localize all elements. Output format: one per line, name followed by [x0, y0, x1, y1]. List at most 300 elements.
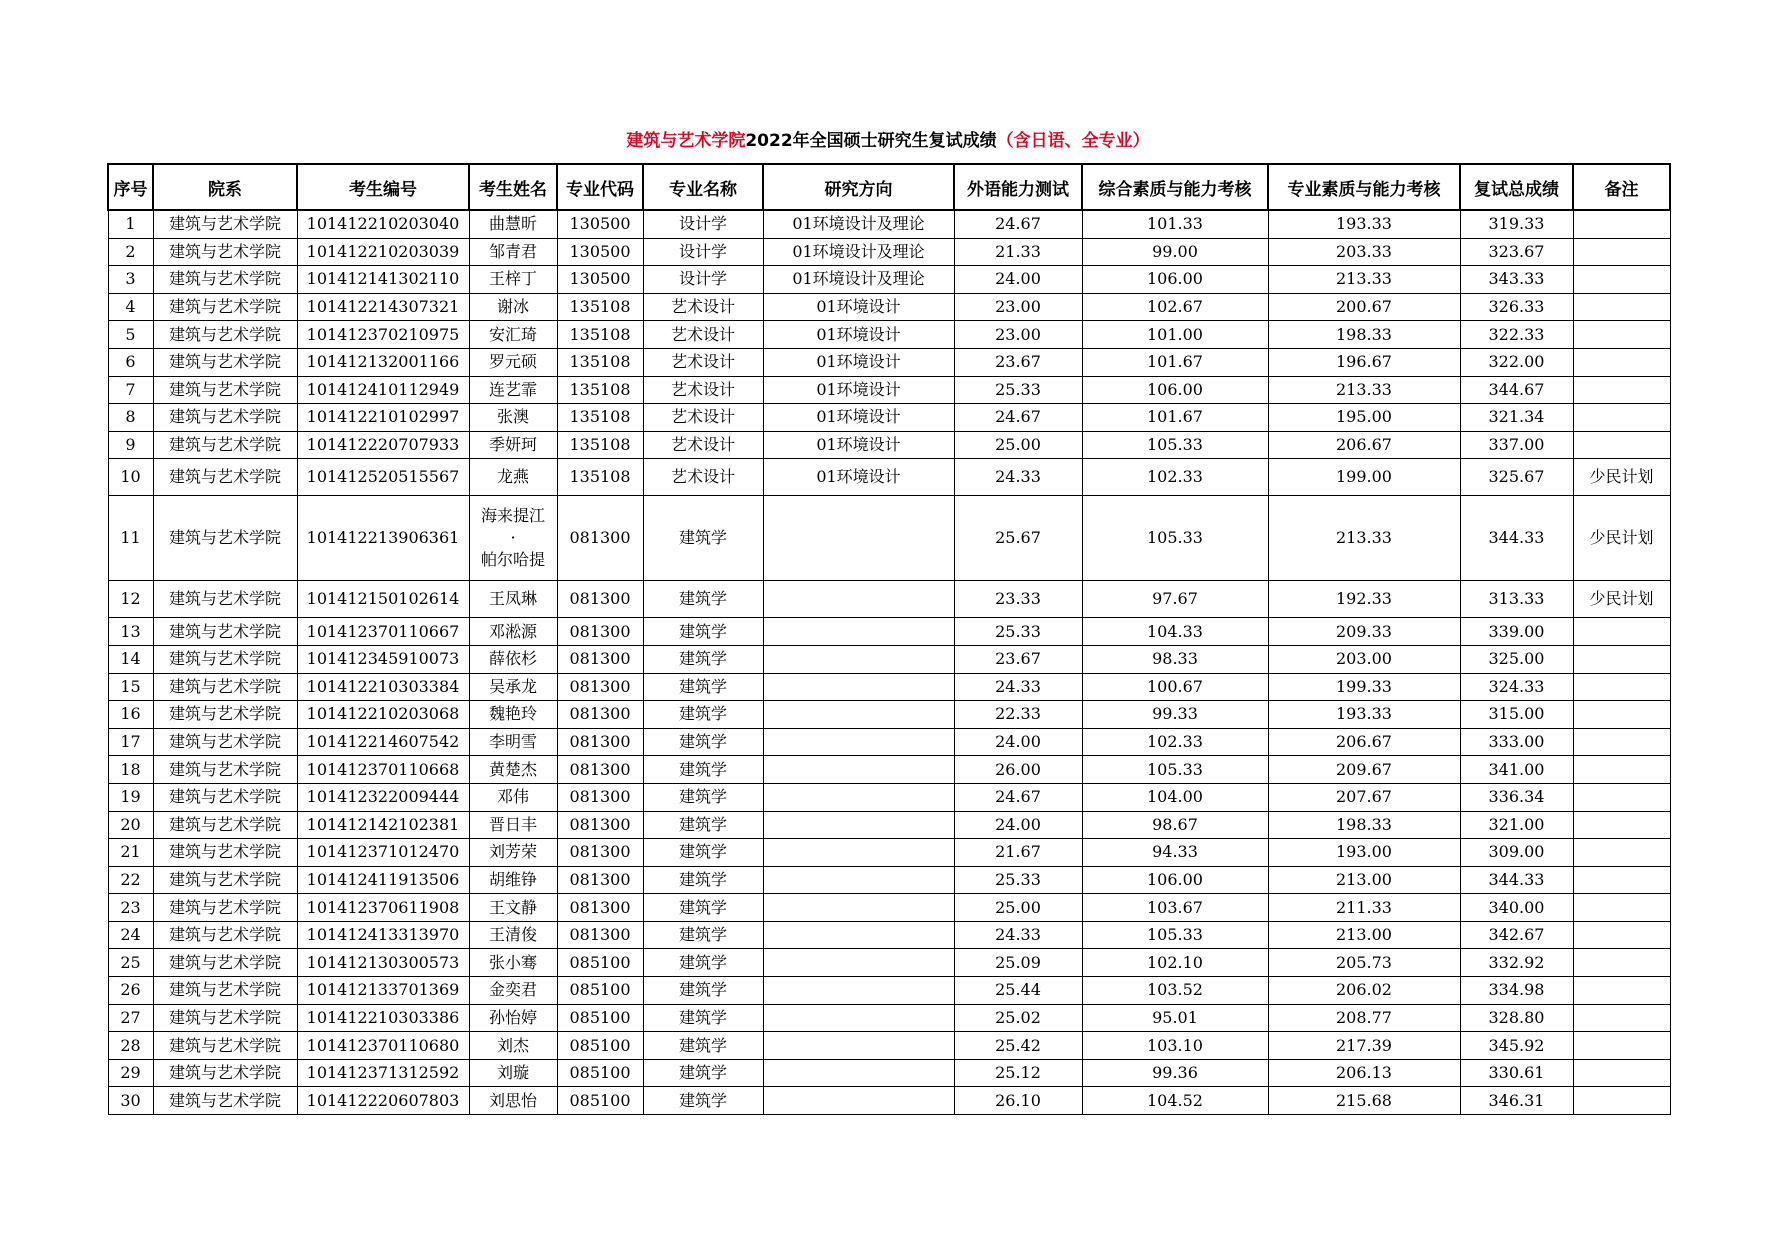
research-direction-cell: 01环境设计及理论	[763, 238, 954, 266]
comprehensive-cell: 102.67	[1082, 293, 1268, 321]
exam-id-cell: 101412130300573	[297, 949, 469, 977]
major-code-cell: 130500	[557, 266, 643, 294]
name-cell: 刘璇	[469, 1059, 557, 1087]
major-code-cell: 135108	[557, 459, 643, 496]
index-cell: 6	[108, 348, 153, 376]
total-cell: 332.92	[1460, 949, 1573, 977]
table-row	[108, 673, 1670, 701]
department-cell: 建筑与艺术学院	[153, 238, 297, 266]
remark-cell	[1573, 404, 1670, 432]
major-name-cell: 设计学	[643, 210, 763, 238]
comprehensive-cell: 99.36	[1082, 1059, 1268, 1087]
total-cell: 343.33	[1460, 266, 1573, 294]
total-cell: 344.33	[1460, 866, 1573, 894]
index-cell: 3	[108, 266, 153, 294]
foreign-language-cell: 25.33	[954, 376, 1082, 404]
name-cell: 吴承龙	[469, 673, 557, 701]
professional-cell: 213.33	[1268, 376, 1460, 404]
research-direction-cell: 01环境设计	[763, 431, 954, 459]
comprehensive-cell: 98.67	[1082, 811, 1268, 839]
professional-cell: 198.33	[1268, 811, 1460, 839]
exam-id-cell: 101412370110667	[297, 618, 469, 646]
comprehensive-cell: 97.67	[1082, 581, 1268, 618]
exam-id-cell: 101412150102614	[297, 581, 469, 618]
department-cell: 建筑与艺术学院	[153, 404, 297, 432]
research-direction-cell	[763, 811, 954, 839]
table-row	[108, 581, 1670, 618]
foreign-language-cell: 24.33	[954, 673, 1082, 701]
research-direction-cell: 01环境设计	[763, 293, 954, 321]
department-cell: 建筑与艺术学院	[153, 645, 297, 673]
research-direction-cell	[763, 1004, 954, 1032]
professional-cell: 213.00	[1268, 921, 1460, 949]
name-cell: 邓伟	[469, 783, 557, 811]
major-code-cell: 135108	[557, 293, 643, 321]
research-direction-cell	[763, 1032, 954, 1060]
department-cell: 建筑与艺术学院	[153, 1004, 297, 1032]
remark-cell: 少民计划	[1573, 581, 1670, 618]
department-cell: 建筑与艺术学院	[153, 293, 297, 321]
major-name-cell: 建筑学	[643, 756, 763, 784]
research-direction-cell	[763, 728, 954, 756]
name-cell: 罗元硕	[469, 348, 557, 376]
index-cell: 22	[108, 866, 153, 894]
remark-cell	[1573, 756, 1670, 784]
professional-cell: 209.67	[1268, 756, 1460, 784]
major-name-cell: 建筑学	[643, 921, 763, 949]
name-cell: 刘杰	[469, 1032, 557, 1060]
exam-id-cell: 101412371312592	[297, 1059, 469, 1087]
table-row	[108, 977, 1670, 1005]
foreign-language-cell: 25.67	[954, 496, 1082, 581]
major-code-cell: 081300	[557, 866, 643, 894]
remark-cell	[1573, 839, 1670, 867]
total-cell: 336.34	[1460, 783, 1573, 811]
remark-cell	[1573, 728, 1670, 756]
name-cell: 龙燕	[469, 459, 557, 496]
table-row	[108, 783, 1670, 811]
name-cell: 刘芳荣	[469, 839, 557, 867]
comprehensive-cell: 103.67	[1082, 894, 1268, 922]
professional-cell: 213.33	[1268, 266, 1460, 294]
exam-id-cell: 101412413313970	[297, 921, 469, 949]
professional-cell: 207.67	[1268, 783, 1460, 811]
research-direction-cell	[763, 1059, 954, 1087]
table-row	[108, 1059, 1670, 1087]
research-direction-cell	[763, 839, 954, 867]
major-code-cell: 135108	[557, 376, 643, 404]
major-code-cell: 081300	[557, 496, 643, 581]
foreign-language-cell: 24.33	[954, 921, 1082, 949]
col-department-header: 院系	[153, 164, 297, 210]
remark-cell: 少民计划	[1573, 459, 1670, 496]
index-cell: 29	[108, 1059, 153, 1087]
col-professional-header: 专业素质与能力考核	[1268, 164, 1460, 210]
total-cell: 346.31	[1460, 1087, 1573, 1115]
foreign-language-cell: 25.44	[954, 977, 1082, 1005]
major-name-cell: 建筑学	[643, 1087, 763, 1115]
professional-cell: 206.02	[1268, 977, 1460, 1005]
department-cell: 建筑与艺术学院	[153, 894, 297, 922]
index-cell: 4	[108, 293, 153, 321]
foreign-language-cell: 23.67	[954, 645, 1082, 673]
department-cell: 建筑与艺术学院	[153, 949, 297, 977]
index-cell: 14	[108, 645, 153, 673]
major-name-cell: 建筑学	[643, 618, 763, 646]
department-cell: 建筑与艺术学院	[153, 783, 297, 811]
table-row	[108, 645, 1670, 673]
foreign-language-cell: 23.00	[954, 321, 1082, 349]
name-cell: 王文静	[469, 894, 557, 922]
col-comprehensive-header: 综合素质与能力考核	[1082, 164, 1268, 210]
foreign-language-cell: 25.33	[954, 618, 1082, 646]
index-cell: 27	[108, 1004, 153, 1032]
remark-cell	[1573, 1087, 1670, 1115]
remark-cell	[1573, 949, 1670, 977]
foreign-language-cell: 23.00	[954, 293, 1082, 321]
major-code-cell: 135108	[557, 431, 643, 459]
index-cell: 1	[108, 210, 153, 238]
professional-cell: 213.00	[1268, 866, 1460, 894]
major-name-cell: 建筑学	[643, 645, 763, 673]
remark-cell	[1573, 1032, 1670, 1060]
department-cell: 建筑与艺术学院	[153, 266, 297, 294]
index-cell: 11	[108, 496, 153, 581]
department-cell: 建筑与艺术学院	[153, 811, 297, 839]
exam-id-cell: 101412220707933	[297, 431, 469, 459]
major-code-cell: 135108	[557, 321, 643, 349]
total-cell: 309.00	[1460, 839, 1573, 867]
table-body	[108, 210, 1670, 1115]
remark-cell	[1573, 1004, 1670, 1032]
total-cell: 325.00	[1460, 645, 1573, 673]
remark-cell	[1573, 701, 1670, 729]
index-cell: 18	[108, 756, 153, 784]
professional-cell: 199.33	[1268, 673, 1460, 701]
remark-cell	[1573, 783, 1670, 811]
foreign-language-cell: 24.67	[954, 404, 1082, 432]
professional-cell: 213.33	[1268, 496, 1460, 581]
exam-id-cell: 101412411913506	[297, 866, 469, 894]
name-cell: 刘思怡	[469, 1087, 557, 1115]
professional-cell: 193.00	[1268, 839, 1460, 867]
table-row	[108, 839, 1670, 867]
foreign-language-cell: 26.00	[954, 756, 1082, 784]
professional-cell: 206.13	[1268, 1059, 1460, 1087]
total-cell: 330.61	[1460, 1059, 1573, 1087]
col-major-name-header: 专业名称	[643, 164, 763, 210]
comprehensive-cell: 103.52	[1082, 977, 1268, 1005]
index-cell: 20	[108, 811, 153, 839]
table-row	[108, 238, 1670, 266]
professional-cell: 206.67	[1268, 728, 1460, 756]
total-cell: 328.80	[1460, 1004, 1573, 1032]
name-cell: 邓淞源	[469, 618, 557, 646]
comprehensive-cell: 101.67	[1082, 404, 1268, 432]
name-cell: 胡维铮	[469, 866, 557, 894]
remark-cell	[1573, 238, 1670, 266]
research-direction-cell: 01环境设计	[763, 376, 954, 404]
major-code-cell: 081300	[557, 783, 643, 811]
foreign-language-cell: 23.67	[954, 348, 1082, 376]
exam-id-cell: 101412410112949	[297, 376, 469, 404]
major-code-cell: 081300	[557, 673, 643, 701]
major-code-cell: 081300	[557, 618, 643, 646]
department-cell: 建筑与艺术学院	[153, 581, 297, 618]
exam-id-cell: 101412210203068	[297, 701, 469, 729]
foreign-language-cell: 25.09	[954, 949, 1082, 977]
exam-id-cell: 101412210303384	[297, 673, 469, 701]
major-code-cell: 085100	[557, 977, 643, 1005]
major-code-cell: 081300	[557, 645, 643, 673]
major-name-cell: 艺术设计	[643, 321, 763, 349]
major-name-cell: 建筑学	[643, 783, 763, 811]
exam-id-cell: 101412220607803	[297, 1087, 469, 1115]
comprehensive-cell: 104.33	[1082, 618, 1268, 646]
research-direction-cell: 01环境设计	[763, 321, 954, 349]
department-cell: 建筑与艺术学院	[153, 1059, 297, 1087]
major-name-cell: 建筑学	[643, 811, 763, 839]
major-name-cell: 艺术设计	[643, 404, 763, 432]
research-direction-cell	[763, 496, 954, 581]
professional-cell: 203.00	[1268, 645, 1460, 673]
research-direction-cell	[763, 618, 954, 646]
index-cell: 21	[108, 839, 153, 867]
major-code-cell: 085100	[557, 1032, 643, 1060]
total-cell: 321.00	[1460, 811, 1573, 839]
table-row	[108, 404, 1670, 432]
comprehensive-cell: 102.33	[1082, 728, 1268, 756]
foreign-language-cell: 24.67	[954, 783, 1082, 811]
col-remark-header: 备注	[1573, 164, 1670, 210]
exam-id-cell: 101412210203039	[297, 238, 469, 266]
exam-id-cell: 101412214607542	[297, 728, 469, 756]
index-cell: 10	[108, 459, 153, 496]
department-cell: 建筑与艺术学院	[153, 1032, 297, 1060]
remark-cell	[1573, 348, 1670, 376]
exam-id-cell: 101412322009444	[297, 783, 469, 811]
professional-cell: 192.33	[1268, 581, 1460, 618]
department-cell: 建筑与艺术学院	[153, 839, 297, 867]
exam-id-cell: 101412520515567	[297, 459, 469, 496]
comprehensive-cell: 103.10	[1082, 1032, 1268, 1060]
department-cell: 建筑与艺术学院	[153, 756, 297, 784]
foreign-language-cell: 21.67	[954, 839, 1082, 867]
research-direction-cell	[763, 894, 954, 922]
remark-cell	[1573, 894, 1670, 922]
research-direction-cell	[763, 949, 954, 977]
major-name-cell: 建筑学	[643, 1004, 763, 1032]
foreign-language-cell: 24.00	[954, 266, 1082, 294]
col-major-code-header: 专业代码	[557, 164, 643, 210]
foreign-language-cell: 25.12	[954, 1059, 1082, 1087]
name-line: 海来提江	[480, 506, 545, 526]
comprehensive-cell: 104.00	[1082, 783, 1268, 811]
table-row	[108, 266, 1670, 294]
research-direction-cell	[763, 645, 954, 673]
comprehensive-cell: 99.33	[1082, 701, 1268, 729]
name-cell	[469, 496, 557, 581]
foreign-language-cell: 22.33	[954, 701, 1082, 729]
major-code-cell: 130500	[557, 238, 643, 266]
department-cell: 建筑与艺术学院	[153, 921, 297, 949]
remark-cell	[1573, 321, 1670, 349]
foreign-language-cell: 24.33	[954, 459, 1082, 496]
major-name-cell: 建筑学	[643, 581, 763, 618]
page-title	[107, 127, 1669, 155]
total-cell: 337.00	[1460, 431, 1573, 459]
professional-cell: 195.00	[1268, 404, 1460, 432]
total-cell: 321.34	[1460, 404, 1573, 432]
research-direction-cell: 01环境设计	[763, 348, 954, 376]
major-code-cell: 081300	[557, 728, 643, 756]
major-code-cell: 135108	[557, 348, 643, 376]
major-code-cell: 085100	[557, 1059, 643, 1087]
total-cell: 340.00	[1460, 894, 1573, 922]
index-cell: 24	[108, 921, 153, 949]
comprehensive-cell: 102.10	[1082, 949, 1268, 977]
foreign-language-cell: 24.00	[954, 728, 1082, 756]
remark-cell	[1573, 266, 1670, 294]
major-name-cell: 建筑学	[643, 839, 763, 867]
major-name-cell: 建筑学	[643, 1059, 763, 1087]
comprehensive-cell: 106.00	[1082, 866, 1268, 894]
department-cell: 建筑与艺术学院	[153, 459, 297, 496]
total-cell: 339.00	[1460, 618, 1573, 646]
comprehensive-cell: 94.33	[1082, 839, 1268, 867]
name-line: ·	[510, 528, 516, 548]
table-row	[108, 1087, 1670, 1115]
comprehensive-cell: 106.00	[1082, 376, 1268, 404]
col-exam-id-header: 考生编号	[297, 164, 469, 210]
total-cell: 322.33	[1460, 321, 1573, 349]
comprehensive-cell: 95.01	[1082, 1004, 1268, 1032]
table-row	[108, 431, 1670, 459]
name-cell: 李明雪	[469, 728, 557, 756]
col-name-header: 考生姓名	[469, 164, 557, 210]
table-row	[108, 728, 1670, 756]
exam-id-cell: 101412370611908	[297, 894, 469, 922]
table-row	[108, 376, 1670, 404]
comprehensive-cell: 98.33	[1082, 645, 1268, 673]
major-name-cell: 艺术设计	[643, 431, 763, 459]
name-cell: 黄楚杰	[469, 756, 557, 784]
professional-cell: 198.33	[1268, 321, 1460, 349]
research-direction-cell	[763, 1087, 954, 1115]
name-cell: 张小骞	[469, 949, 557, 977]
table-row	[108, 811, 1670, 839]
professional-cell: 205.73	[1268, 949, 1460, 977]
professional-cell: 193.33	[1268, 210, 1460, 238]
index-cell: 5	[108, 321, 153, 349]
comprehensive-cell: 105.33	[1082, 496, 1268, 581]
comprehensive-cell: 106.00	[1082, 266, 1268, 294]
name-cell: 安汇琦	[469, 321, 557, 349]
major-name-cell: 建筑学	[643, 1032, 763, 1060]
professional-cell: 199.00	[1268, 459, 1460, 496]
comprehensive-cell: 100.67	[1082, 673, 1268, 701]
foreign-language-cell: 24.67	[954, 210, 1082, 238]
col-foreign-language-header: 外语能力测试	[954, 164, 1082, 210]
major-name-cell: 建筑学	[643, 977, 763, 1005]
remark-cell	[1573, 210, 1670, 238]
major-code-cell: 085100	[557, 1004, 643, 1032]
exam-id-cell: 101412345910073	[297, 645, 469, 673]
department-cell: 建筑与艺术学院	[153, 618, 297, 646]
major-code-cell: 081300	[557, 811, 643, 839]
department-cell: 建筑与艺术学院	[153, 977, 297, 1005]
professional-cell: 211.33	[1268, 894, 1460, 922]
major-code-cell: 135108	[557, 404, 643, 432]
research-direction-cell	[763, 866, 954, 894]
research-direction-cell: 01环境设计	[763, 404, 954, 432]
professional-cell: 208.77	[1268, 1004, 1460, 1032]
major-code-cell: 081300	[557, 921, 643, 949]
department-cell: 建筑与艺术学院	[153, 348, 297, 376]
total-cell: 324.33	[1460, 673, 1573, 701]
remark-cell	[1573, 673, 1670, 701]
major-name-cell: 建筑学	[643, 728, 763, 756]
table-row	[108, 210, 1670, 238]
comprehensive-cell: 105.33	[1082, 431, 1268, 459]
index-cell: 16	[108, 701, 153, 729]
col-research-direction-header: 研究方向	[763, 164, 954, 210]
name-cell: 邹青君	[469, 238, 557, 266]
exam-id-cell: 101412133701369	[297, 977, 469, 1005]
total-cell: 341.00	[1460, 756, 1573, 784]
table-row	[108, 866, 1670, 894]
foreign-language-cell: 25.02	[954, 1004, 1082, 1032]
name-cell: 孙怡婷	[469, 1004, 557, 1032]
title-note: （含日语、全专业）	[996, 131, 1150, 151]
index-cell: 30	[108, 1087, 153, 1115]
foreign-language-cell: 25.33	[954, 866, 1082, 894]
professional-cell: 193.33	[1268, 701, 1460, 729]
total-cell: 319.33	[1460, 210, 1573, 238]
table-row	[108, 756, 1670, 784]
total-cell: 342.67	[1460, 921, 1573, 949]
department-cell: 建筑与艺术学院	[153, 673, 297, 701]
research-direction-cell	[763, 977, 954, 1005]
total-cell: 313.33	[1460, 581, 1573, 618]
total-cell: 315.00	[1460, 701, 1573, 729]
foreign-language-cell: 25.00	[954, 431, 1082, 459]
professional-cell: 215.68	[1268, 1087, 1460, 1115]
table-row	[108, 1004, 1670, 1032]
name-cell: 王梓丁	[469, 266, 557, 294]
research-direction-cell	[763, 783, 954, 811]
table-row	[108, 496, 1670, 581]
major-code-cell: 081300	[557, 701, 643, 729]
comprehensive-cell: 105.33	[1082, 756, 1268, 784]
comprehensive-cell: 102.33	[1082, 459, 1268, 496]
table-row	[108, 1032, 1670, 1060]
professional-cell: 196.67	[1268, 348, 1460, 376]
exam-id-cell: 101412370110680	[297, 1032, 469, 1060]
name-cell: 王清俊	[469, 921, 557, 949]
index-cell: 9	[108, 431, 153, 459]
table-row	[108, 921, 1670, 949]
total-cell: 345.92	[1460, 1032, 1573, 1060]
research-direction-cell	[763, 921, 954, 949]
exam-id-cell: 101412213906361	[297, 496, 469, 581]
exam-id-cell: 101412210303386	[297, 1004, 469, 1032]
major-name-cell: 建筑学	[643, 496, 763, 581]
department-cell: 建筑与艺术学院	[153, 728, 297, 756]
remark-cell	[1573, 431, 1670, 459]
remark-cell	[1573, 921, 1670, 949]
total-cell: 326.33	[1460, 293, 1573, 321]
